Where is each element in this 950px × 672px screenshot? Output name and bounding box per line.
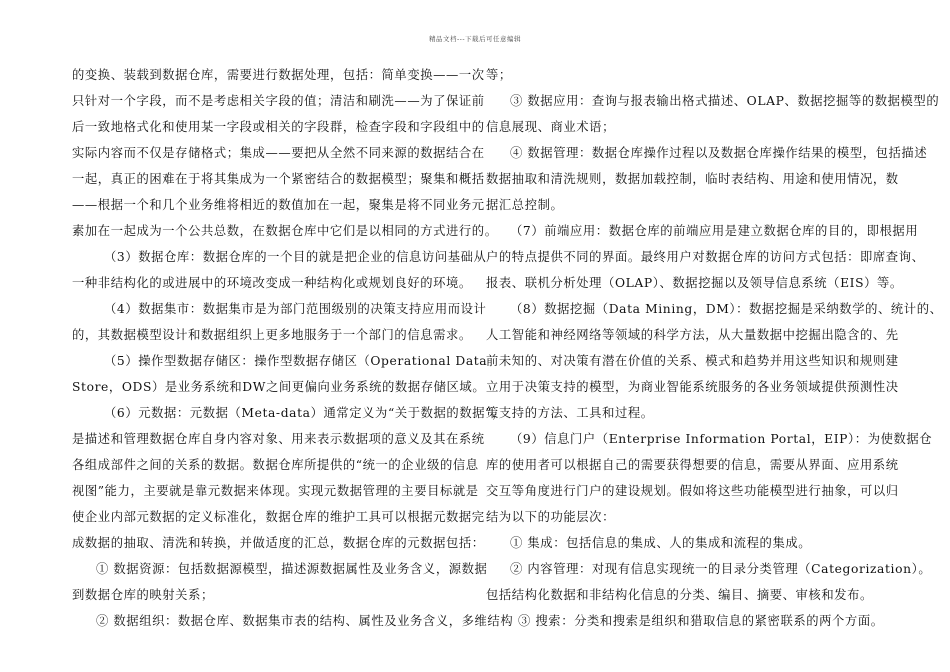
text-line: ① 集成：包括信息的集成、人的集成和流程的集成。 [510, 536, 812, 550]
text-line: 到数据仓库的映射关系； [72, 588, 214, 602]
text-line: 成数据的抽取、清洗和转换，并做适度的汇总，数据仓库的元数据包括： [72, 536, 485, 550]
right-column [486, 62, 943, 634]
text-line: ③ 数据应用：查询与报表输出格式描述、OLAP、数据挖掘等的数据模型的 [510, 94, 940, 108]
text-line: 数据抽取和清洗规则，数据加载控制，临时表结构、用途和使用情况，数 [486, 172, 899, 186]
text-line: ② 内容管理：对现有信息实现统一的目录分类管理（Categorization）。 [510, 562, 932, 576]
text-line: （9）信息门户（Enterprise Information Portal，EIP）：为使数据仓 [510, 432, 933, 446]
text-line: ② 数据组织：数据仓库、数据集市表的结构、属性及业务含义，多维结构 [96, 614, 514, 628]
text-line: 信息展现、商业术语； [486, 120, 615, 134]
text-line: （3）数据仓库：数据仓库的一个目的就是把企业的信息访问基础从 [104, 250, 487, 264]
text-line: 据汇总控制。 [486, 198, 564, 212]
text-line: （5）操作型数据存储区：操作型数据存储区（Operational Data [104, 354, 488, 368]
text-line: 一种非结构化的或进展中的环境改变成一种结构化或规划良好的环境。 [72, 276, 472, 290]
text-line: 立用于决策支持的模型，为商业智能系统服务的各业务领域提供预测性决 [486, 380, 899, 394]
text-line: ① 数据资源：包括数据源模型，描述源数据属性及业务含义，源数据 [96, 562, 488, 576]
text-line: （8）数据挖掘（Data Mining，DM）：数据挖掘是采纳数学的、统计的、 [510, 302, 943, 316]
text-line: 的，其数据模型设计和数据组织上更多地服务于一个部门的信息需求。 [72, 328, 472, 342]
text-line: 各组成部件之间的关系的数据。数据仓库所提供的“统一的企业级的信息 [72, 458, 479, 472]
text-line: 的变换、装载到数据仓库，需要进行数据处理，包括：简单变换——一次 [72, 68, 485, 82]
text-line: 后一致地格式化和使用某一字段或相关的字段群，检查字段和字段组中的 [72, 120, 485, 134]
text-line: 包括结构化数据和非结构化信息的分类、编目、摘要、审核和发布。 [486, 588, 873, 602]
page-header: 精品文档---下载后可任意编辑 [428, 35, 522, 43]
text-line: 户的特点提供不同的界面。最终用户对数据仓库的访问方式包括：即席查询、 [486, 250, 925, 264]
text-line: 前未知的、对决策有潜在价值的关系、模式和趋势并用这些知识和规则建 [486, 354, 899, 368]
text-line: 素加在一起成为一个公共总数，在数据仓库中它们是以相同的方式进行的。 [72, 224, 498, 238]
text-line: 人工智能和神经网络等领域的科学方法，从大量数据中挖掘出隐含的、先 [486, 328, 899, 342]
text-line: ③ 搜索：分类和搜索是组织和猎取信息的紧密联系的两个方面。 [518, 614, 884, 628]
text-line: （7）前端应用：数据仓库的前端应用是建立数据仓库的目的，即根据用 [510, 224, 919, 238]
text-line: 是描述和管理数据仓库自身内容对象、用来表示数据项的意义及其在系统 [72, 432, 485, 446]
text-line: 视图”能力，主要就是靠元数据来体现。实现元数据管理的主要目标就是 [72, 484, 479, 498]
text-line: 只针对一个字段，而不是考虑相关字段的值；清洁和刷洗——为了保证前 [72, 94, 485, 108]
text-line: 实际内容而不仅是存储格式；集成——要把从全然不同来源的数据结合在 [72, 146, 485, 160]
left-column [72, 62, 514, 634]
text-line: 结为以下的功能层次： [486, 510, 615, 524]
text-line: （4）数据集市：数据集市是为部门范围级别的决策支持应用而设计 [104, 302, 487, 316]
text-line: 报表、联机分析处理（OLAP）、数据挖掘以及领导信息系统（EIS）等。 [486, 276, 903, 290]
text-line: ——根据一个和几个业务维将相近的数值加在一起，聚集是将不同业务元 [72, 198, 485, 212]
text-line: （6）元数据：元数据（Meta-data）通常定义为“关于数据的数据”， [104, 406, 505, 420]
text-line: 交互等角度进行门户的建设规划。假如将这些功能模型进行抽象，可以归 [486, 484, 899, 498]
text-line: 等； [486, 68, 512, 82]
text-line: 策支持的方法、工具和过程。 [486, 406, 654, 420]
text-line: ④ 数据管理：数据仓库操作过程以及数据仓库操作结果的模型，包括描述 [510, 146, 928, 160]
text-line: 一起，真正的困难在于将其集成为一个紧密结合的数据模型；聚集和概括 [72, 172, 485, 186]
text-line: Store，ODS）是业务系统和DW之间更偏向业务系统的数据存储区域。 [72, 380, 486, 394]
text-line: 使企业内部元数据的定义标准化，数据仓库的维护工具可以根据元数据完 [72, 510, 485, 524]
text-line: 库的使用者可以根据自己的需要获得想要的信息，需要从界面、应用系统 [486, 458, 899, 472]
